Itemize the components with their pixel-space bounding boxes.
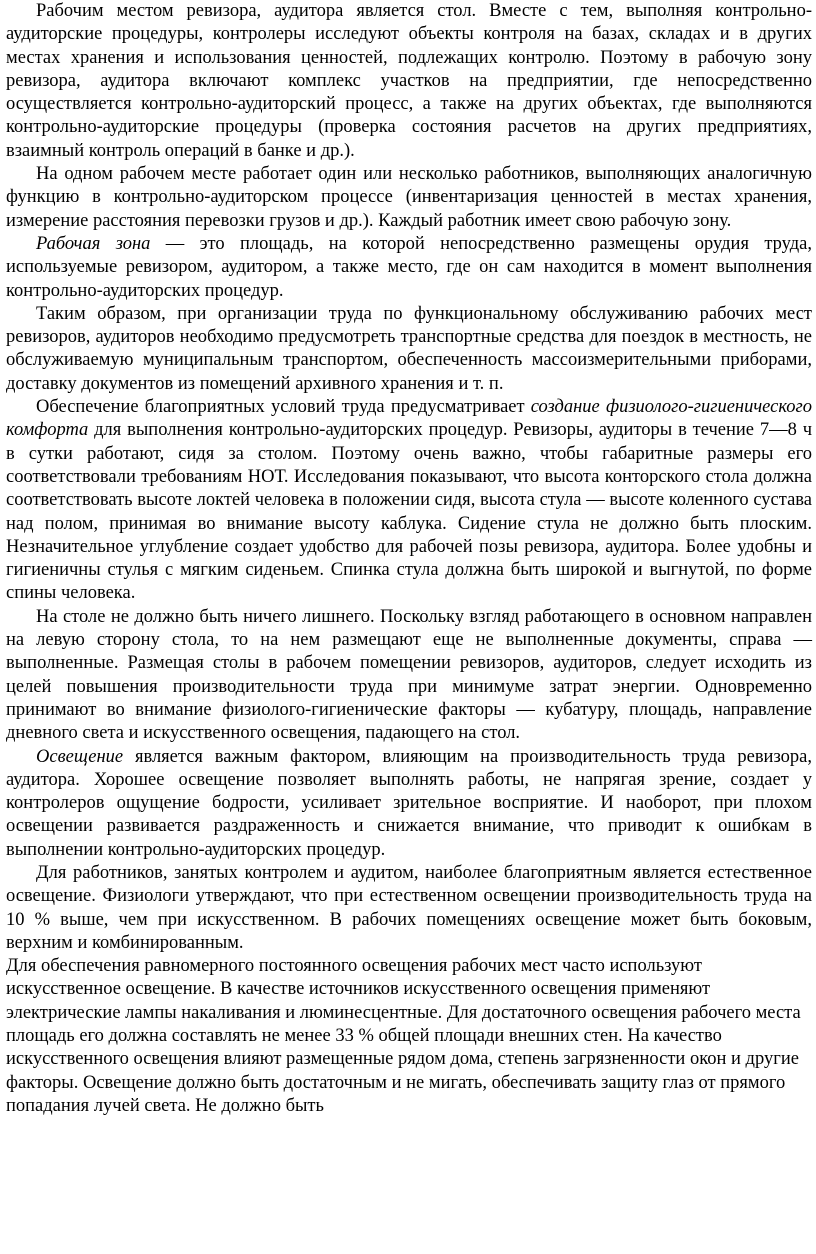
paragraph-7 — [6, 746, 812, 862]
term-comfort: создание физиолого-гигиенического комфорта — [6, 397, 812, 441]
paragraph-8 — [6, 862, 812, 955]
paragraph-6 — [6, 606, 812, 746]
paragraph-2 — [6, 163, 812, 233]
term-rabochaya-zona: Рабочая зона — [36, 233, 151, 254]
paragraph-6-text: На столе не должно быть ничего лишнего. Поскольку взгляд работающего в основном направлен на левую сторону стола, то на нем размещают еще не выполненные документы, справа — выполненные. Размещая столы в рабочем помещении ревизоров, аудиторов, следует исходить из целей повышения производительности труда при минимуме затрат энергии. Одновременно принимают во внимание физиолого-гигиенические факторы — кубатуру, площадь, направление дневного света и искусственного освещения, падающего на стол. — [6, 606, 812, 744]
paragraph-4 — [6, 303, 812, 396]
paragraph-3 — [6, 233, 812, 303]
paragraph-1 — [6, 0, 812, 163]
paragraph-9-text: Для обеспечения равномерного постоянного освещения рабочих мест часто используют искусственное освещение. В качестве источников искусственного освещения применяют электрические лампы накаливания и люминесцентные. Для достаточного освещения рабочего места площадь его должна составлять не менее 33 % общей площади внешних стен. На качество искусственного освещения влияют размещенные рядом дома, степень загрязненности окон и другие факторы. Освещение должно быть достаточным и не мигать, обеспечивать защиту глаз от прямого попадания лучей света. Не должно быть — [6, 956, 801, 1116]
paragraph-1-text: Рабочим местом ревизора, аудитора является стол. Вместе с тем, выполняя контрольно-аудиторские процедуры, контролеры исследуют объекты контроля на базах, складах и в других местах хранения и использования ценностей, подлежащих контролю. Поэтому в рабочую зону ревизора, аудитора включают комплекс участков на предприятии, где непосредственно осуществляется контрольно-аудиторский процесс, а также на других объектах, где выполняются контрольно-аудиторские процедуры (проверка состояния расчетов на других предприятиях, взаимный контроль операций в банке и др.). — [6, 1, 812, 161]
term-osveshchenie: Освещение — [36, 746, 124, 767]
paragraph-5 — [6, 396, 812, 606]
paragraph-9 — [6, 955, 812, 1118]
document-body — [6, 0, 812, 1118]
paragraph-5-text-end: для выполнения контрольно-аудиторских процедур. Ревизоры, аудиторы в течение 7—8 ч в сутки работают, сидя за столом. Поэтому очень важно, чтобы габаритные размеры его соответствовали требованиям НОТ. Исследования показывают, что высота конторского стола должна соответствовать высоте локтей человека в положении сидя, высота стула — высоте коленного сустава над полом, принимая во внимание высоту каблука. Сидение стула не должно быть плоским. Незначительное углубление создает удобство для рабочей позы ревизора, аудитора. Более удобны и гигиеничны стулья с мягким сиденьем. Спинка стула должна быть широкой и выгнутой, по форме спины человека. — [6, 420, 812, 604]
paragraph-2-text: На одном рабочем месте работает один или несколько работников, выполняющих аналогичную функцию в контрольно-аудиторском процессе (инвентаризация ценностей в местах хранения, измерение расстояния перевозки грузов и др.). Каждый работник имеет свою рабочую зону. — [6, 164, 812, 231]
paragraph-8-text: Для работников, занятых контролем и аудитом, наиболее благоприятным является естественное освещение. Физиологи утверждают, что при естественном освещении производительность труда на 10 % выше, чем при искусственном. В рабочих помещениях освещение может быть боковым, верхним и комбинированным. — [6, 862, 812, 953]
paragraph-5-text-start: Обеспечение благоприятных условий труда предусматривает — [36, 397, 531, 418]
paragraph-4-text: Таким образом, при организации труда по функциональному обслуживанию рабочих мест ревизоров, аудиторов необходимо предусмотреть транспортные средства для поездок в местность, не обслуживаемую муниципальным транспортом, обеспеченность массоизмерительными приборами, доставку документов из помещений архивного хранения и т. п. — [6, 303, 812, 394]
paragraph-7-text: является важным фактором, влияющим на производительность труда ревизора, аудитора. Хорошее освещение позволяет выполнять работы, не напрягая зрение, создает у контролеров ощущение бодрости, усиливает зрительное восприятие. И наоборот, при плохом освещении развивается раздраженность и снижается внимание, что приводит к ошибкам в выполнении контрольно-аудиторских процедур. — [6, 746, 812, 860]
paragraph-3-text: — это площадь, на которой непосредственно размещены орудия труда, используемые ревизором, аудитором, а также место, где он сам находится в момент выполнения контрольно-аудиторских процедур. — [6, 233, 812, 301]
